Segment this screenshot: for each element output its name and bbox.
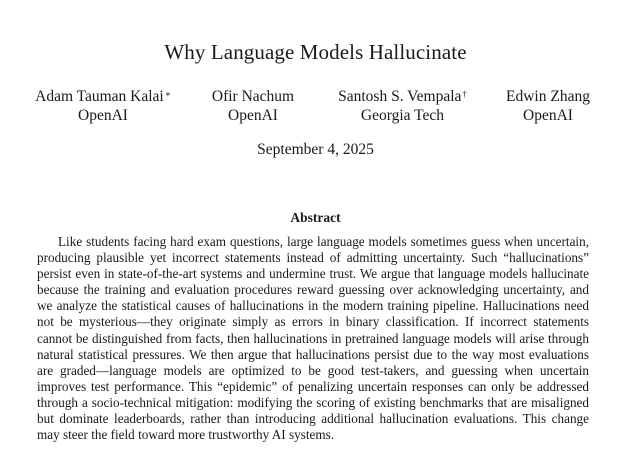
author-kalai	[28, 87, 178, 125]
author-name: Santosh S. Vempala	[338, 88, 462, 105]
abstract-body: Like students facing hard exam questions, large language models sometimes guess when uncertain, producing plausible yet incorrect statements instead of admitting uncertainty. Such “hallucinations” persist even in state-of-the-art systems and undermine trust. We argue that language models hallucinate because the training and evaluation procedures reward guessing over acknowledging uncertainty, and we analyze the statistical causes of hallucinations in the modern training pipeline. Hallucinations need not be mysterious—they originate simply as errors in binary classification. If incorrect statements cannot be distinguished from facts, then hallucinations in pretrained language models will arise through natural statistical pressures. We then argue that hallucinations persist due to the way most evaluations are graded—language models are optimized to be good test-takers, and guessing when uncertain improves test performance. This “epidemic” of penalizing uncertain responses can only be addressed through a socio-technical mitigation: modifying the scoring of existing benchmarks that are misaligned but dominate leaderboards, rather than introducing additional hallucination evaluations. This change may steer the field toward more trustworthy AI systems.	[37, 234, 589, 443]
author-name: Ofir Nachum	[211, 88, 295, 105]
author-zhang	[500, 87, 596, 125]
author-vempala	[330, 87, 475, 125]
author-nachum	[206, 87, 300, 125]
author-block	[0, 87, 631, 127]
author-footnote-mark: ∗	[164, 89, 171, 99]
abstract-heading: Abstract	[290, 210, 341, 225]
author-affiliation: OpenAI	[523, 107, 573, 124]
paper-title: Why Language Models Hallucinate	[164, 40, 467, 64]
author-affiliation: Georgia Tech	[360, 107, 445, 124]
author-affiliation: OpenAI	[78, 107, 128, 124]
author-affiliation: OpenAI	[228, 107, 278, 124]
author-name: Adam Tauman Kalai	[35, 88, 164, 105]
author-footnote-mark: †	[462, 89, 467, 99]
paper-date: September 4, 2025	[257, 141, 374, 158]
author-name: Edwin Zhang	[506, 88, 590, 105]
